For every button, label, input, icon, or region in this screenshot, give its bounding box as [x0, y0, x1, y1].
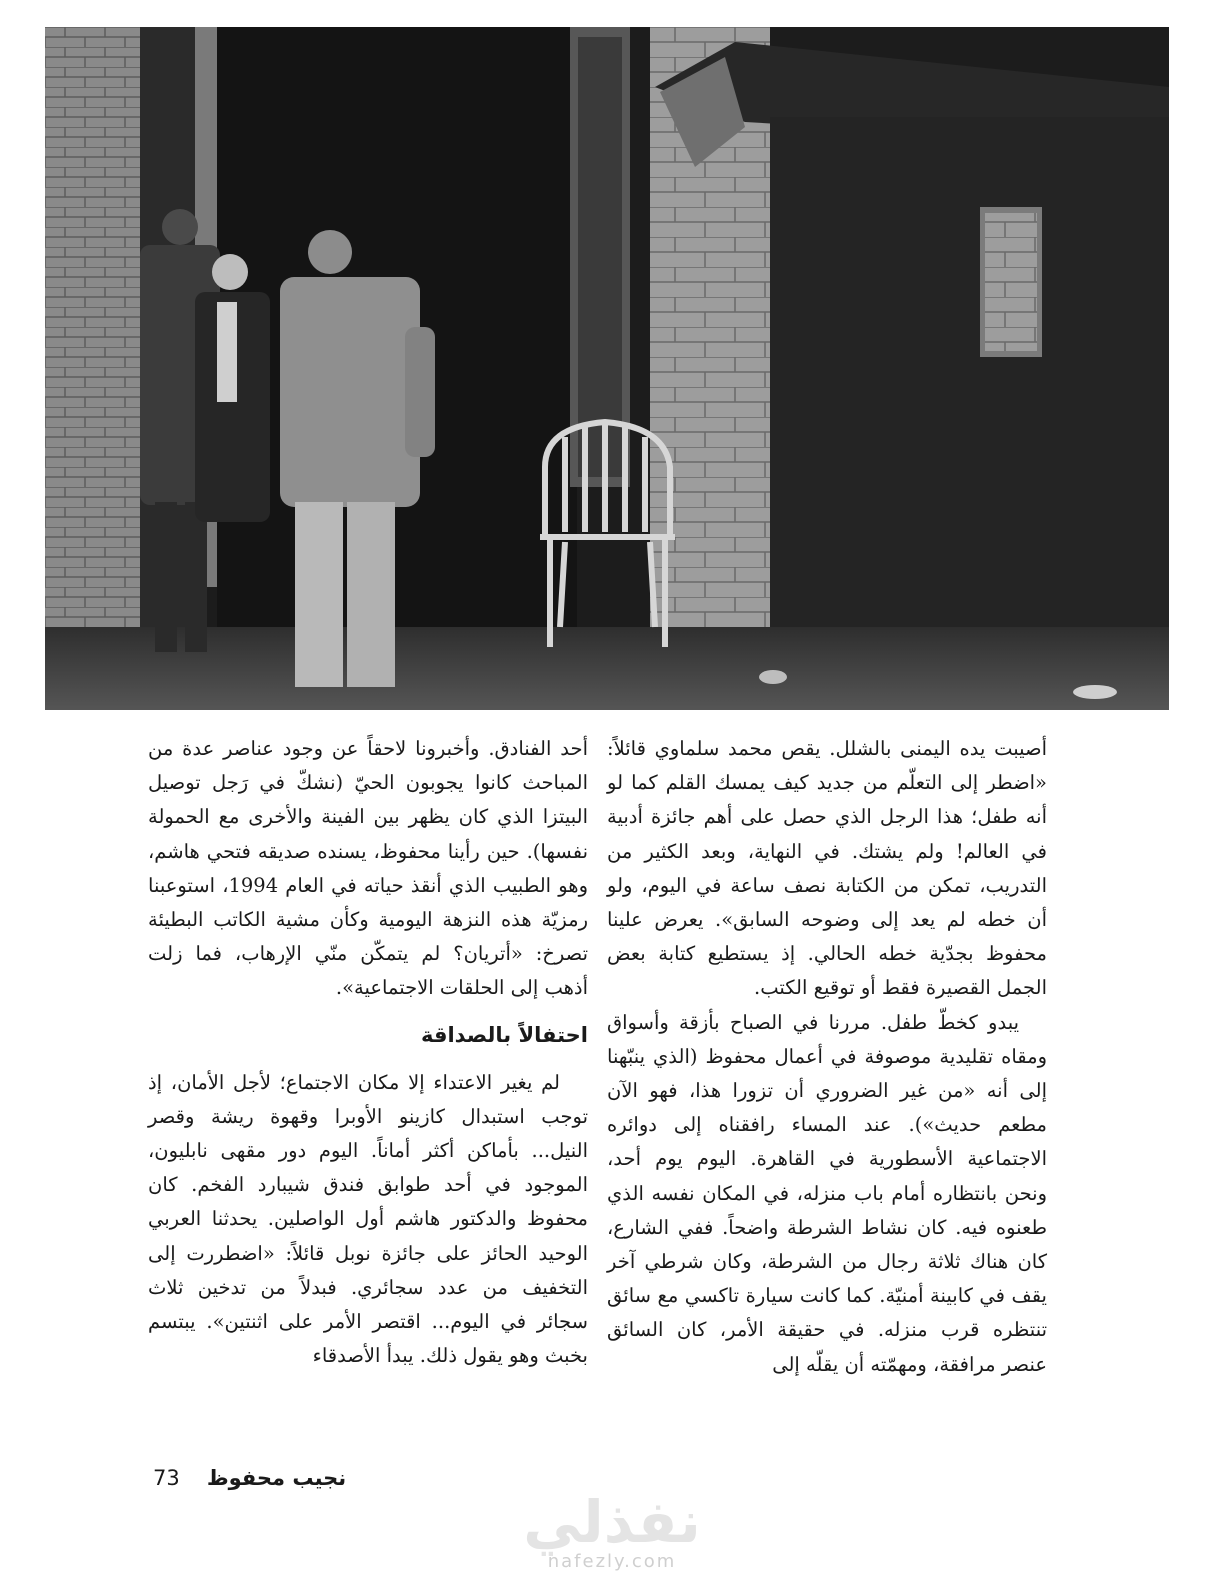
page-footer — [153, 1466, 346, 1490]
paragraph: أصيبت يده اليمنى بالشلل. يقص محمد سلماوي قائلاً: «اضطر إلى التعلّم من جديد كيف يمسك القلم كما لو أنه طفل؛ هذا الرجل الذي حصل على أهم جائزة أدبية في العالم! ولم يشتك. في النهاية، وبعد الكثير من التدريب، تمكن من الكتابة نصف ساعة في اليوم، ولو أن خطه لم يعد إلى وضوحه السابق». يعرض علينا محفوظ بجدّية خطه الحالي. إذ يستطيع كتابة بعض الجمل القصيرة فقط أو توقيع الكتب. — [607, 737, 1047, 1000]
paragraph: يبدو كخطّ طفل. مررنا في الصباح بأزقة وأسواق ومقاه تقليدية موصوفة في أعمال محفوظ (الذي ينبّهنا إلى أنه «من غير الضروري أن تزورا هذا، فهو الآن مطعم حديث»). عند المساء رافقناه إلى دوائره الاجتماعية الأسطورية في القاهرة. اليوم يوم أحد، ونحن بانتظاره أمام باب منزله، في المكان نفسه الذي طعنوه فيه. كان نشاط الشرطة واضحاً. ففي الشارع، كان هناك ثلاثة رجال من الشرطة، وكان شرطي آخر يقف في كابينة أمنيّة. كما كانت سيارة تاكسي مع سائق تنتظره قرب منزله. في حقيقة الأمر، كان السائق عنصر مرافقة، ومهمّته أن يقلّه إلى — [607, 1010, 1047, 1376]
street-scene-photo — [45, 27, 1169, 710]
text-column-left — [148, 732, 588, 1373]
photo-illustration — [45, 27, 1169, 710]
page-number: 73 — [153, 1466, 180, 1490]
paragraph: لم يغير الاعتداء إلا مكان الاجتماع؛ لأجل الأمان، إذ توجب استبدال كازينو الأوبرا وقهوة ريشة وقصر النيل... بأماكن أكثر أماناً. اليوم دور مقهى نابليون، الموجود في أحد طوابق فندق شيبارد الفخم. كان محفوظ والدكتور هاشم أول الواصلين. يحدثنا العربي الوحيد الحائز على جائزة نوبل قائلاً: «اضطررت إلى التخفيف من عدد سجائري. فبدلاً من تدخين ثلاث سجائر في اليوم... اقتصر الأمر على اثنتين». يبتسم بخبث وهو يقول ذلك. يبدأ الأصدقاء — [148, 1070, 588, 1368]
footer-name: نجيب محفوظ — [206, 1466, 347, 1490]
section-heading: احتفالاً بالصداقة — [420, 1022, 588, 1047]
watermark-logo: نفذلي — [523, 1488, 701, 1556]
paragraph: أحد الفنادق. وأخبرونا لاحقاً عن وجود عناصر عدة من المباحث كانوا يجوبون الحيّ (نشكّ في رَجل توصيل البيتزا الذي كان يظهر بين الفينة والأخرى مع الحمولة نفسها). حين رأينا محفوظ، يسنده صديقه فتحي هاشم، وهو الطبيب الذي أنقذ حياته في العام 1994، استوعبنا رمزيّة هذه النزهة اليومية وكأن مشية الكاتب البطيئة تصرخ: «أتريان؟ لم يتمكّن منّي الإرهاب، فما زلت أذهب إلى الحلقات الاجتماعية». — [148, 737, 588, 1000]
watermark-url: nafezly.com — [547, 1551, 677, 1572]
text-column-right — [607, 732, 1047, 1382]
